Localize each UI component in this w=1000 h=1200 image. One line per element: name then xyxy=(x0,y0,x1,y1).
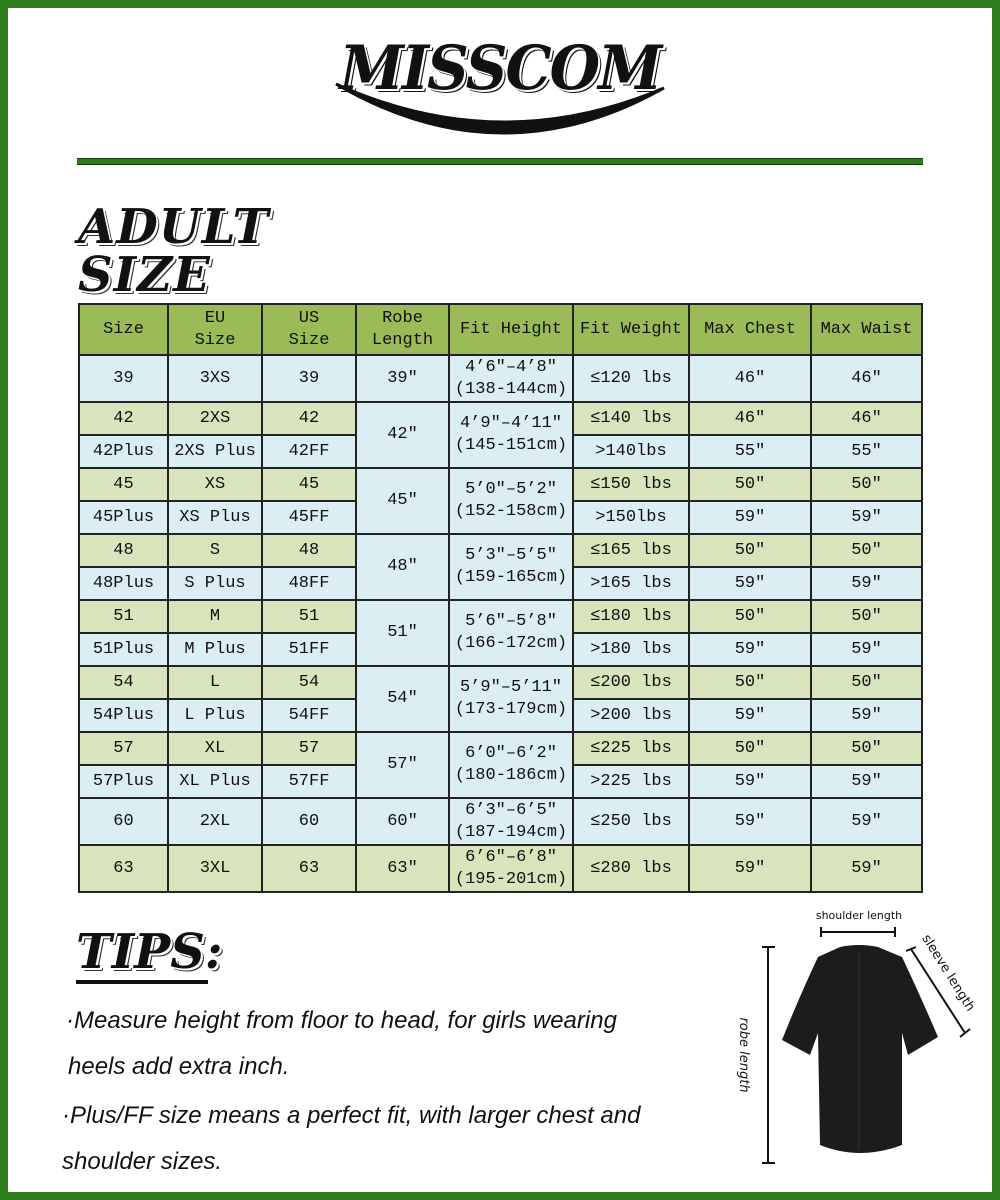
fit-weight-cell: >200 lbs xyxy=(573,699,689,732)
us-size-cell: 57FF xyxy=(262,765,356,798)
column-header: EU Size xyxy=(168,304,262,355)
fit-weight-cell: ≤200 lbs xyxy=(573,666,689,699)
robe-length-cell: 42″ xyxy=(356,402,449,468)
size-cell: 54 xyxy=(79,666,168,699)
eu-size-cell: 2XS xyxy=(168,402,262,435)
size-cell: 60 xyxy=(79,798,168,845)
us-size-cell: 45 xyxy=(262,468,356,501)
table-row xyxy=(79,600,922,633)
us-size-cell: 51 xyxy=(262,600,356,633)
max-waist-cell: 50″ xyxy=(811,468,922,501)
us-size-cell: 54 xyxy=(262,666,356,699)
fit-weight-cell: >150lbs xyxy=(573,501,689,534)
fit-height-cell: 5’9″–5’11″ (173-179cm) xyxy=(449,666,573,732)
tip-line: ·Measure height from floor to head, for girls wearing xyxy=(66,1007,617,1034)
brand-name: MISSCOM xyxy=(339,32,661,104)
max-chest-cell: 46″ xyxy=(689,402,811,435)
max-chest-cell: 59″ xyxy=(689,798,811,845)
max-chest-cell: 59″ xyxy=(689,765,811,798)
fit-height-cell: 4’6″–4’8″ (138-144cm) xyxy=(449,355,573,402)
size-cell: 48 xyxy=(79,534,168,567)
table-row xyxy=(79,732,922,765)
eu-size-cell: L xyxy=(168,666,262,699)
column-header: Fit Weight xyxy=(573,304,689,355)
robe-length-cell: 60″ xyxy=(356,798,449,845)
eu-size-cell: 2XS Plus xyxy=(168,435,262,468)
size-cell: 54Plus xyxy=(79,699,168,732)
eu-size-cell: 3XS xyxy=(168,355,262,402)
column-header: Robe Length xyxy=(356,304,449,355)
us-size-cell: 45FF xyxy=(262,501,356,534)
eu-size-cell: XS xyxy=(168,468,262,501)
max-waist-cell: 55″ xyxy=(811,435,922,468)
table-row xyxy=(79,534,922,567)
size-cell: 48Plus xyxy=(79,567,168,600)
shoulder-measure-line xyxy=(821,927,895,937)
page-title: ADULT SIZE xyxy=(78,203,400,307)
size-cell: 63 xyxy=(79,845,168,892)
fit-height-cell: 6’3″–6’5″ (187-194cm) xyxy=(449,798,573,845)
us-size-cell: 54FF xyxy=(262,699,356,732)
max-chest-cell: 46″ xyxy=(689,355,811,402)
size-cell: 45Plus xyxy=(79,501,168,534)
size-cell: 39 xyxy=(79,355,168,402)
fit-weight-cell: >140lbs xyxy=(573,435,689,468)
table-row xyxy=(79,666,922,699)
max-chest-cell: 50″ xyxy=(689,600,811,633)
eu-size-cell: L Plus xyxy=(168,699,262,732)
max-waist-cell: 46″ xyxy=(811,402,922,435)
logo-swoosh xyxy=(330,30,670,140)
column-header: Max Chest xyxy=(689,304,811,355)
us-size-cell: 48FF xyxy=(262,567,356,600)
table-header-row xyxy=(79,304,922,355)
max-waist-cell: 46″ xyxy=(811,355,922,402)
size-cell: 45 xyxy=(79,468,168,501)
max-waist-cell: 59″ xyxy=(811,765,922,798)
eu-size-cell: S Plus xyxy=(168,567,262,600)
column-header: Max Waist xyxy=(811,304,922,355)
robe-length-cell: 39″ xyxy=(356,355,449,402)
fit-weight-cell: >165 lbs xyxy=(573,567,689,600)
max-chest-cell: 55″ xyxy=(689,435,811,468)
us-size-cell: 63 xyxy=(262,845,356,892)
column-header: US Size xyxy=(262,304,356,355)
max-chest-cell: 50″ xyxy=(689,732,811,765)
table-row xyxy=(79,845,922,892)
max-chest-cell: 59″ xyxy=(689,845,811,892)
max-chest-cell: 50″ xyxy=(689,534,811,567)
fit-height-cell: 5’0″–5’2″ (152-158cm) xyxy=(449,468,573,534)
us-size-cell: 42FF xyxy=(262,435,356,468)
fit-height-cell: 6’6″–6’8″ (195-201cm) xyxy=(449,845,573,892)
max-waist-cell: 59″ xyxy=(811,633,922,666)
fit-weight-cell: >180 lbs xyxy=(573,633,689,666)
size-cell: 42Plus xyxy=(79,435,168,468)
us-size-cell: 42 xyxy=(262,402,356,435)
fit-weight-cell: ≤165 lbs xyxy=(573,534,689,567)
table-row xyxy=(79,798,922,845)
tip-line: ·Plus/FF size means a perfect fit, with larger chest and xyxy=(62,1102,641,1129)
eu-size-cell: XL Plus xyxy=(168,765,262,798)
brand-logo xyxy=(330,30,670,140)
shoulder-length-label: shoulder length xyxy=(815,909,903,922)
sleeve-length-label: sleeve length xyxy=(918,932,978,1015)
size-cell: 51Plus xyxy=(79,633,168,666)
max-waist-cell: 50″ xyxy=(811,600,922,633)
table-row xyxy=(79,355,922,402)
max-chest-cell: 50″ xyxy=(689,666,811,699)
max-chest-cell: 59″ xyxy=(689,699,811,732)
max-chest-cell: 59″ xyxy=(689,567,811,600)
fit-weight-cell: ≤180 lbs xyxy=(573,600,689,633)
size-cell: 57 xyxy=(79,732,168,765)
max-waist-cell: 50″ xyxy=(811,732,922,765)
size-cell: 57Plus xyxy=(79,765,168,798)
us-size-cell: 48 xyxy=(262,534,356,567)
fit-weight-cell: ≤225 lbs xyxy=(573,732,689,765)
max-waist-cell: 59″ xyxy=(811,798,922,845)
fit-weight-cell: ≤150 lbs xyxy=(573,468,689,501)
robe-length-cell: 45″ xyxy=(356,468,449,534)
robe-length-cell: 54″ xyxy=(356,666,449,732)
robe-length-cell: 63″ xyxy=(356,845,449,892)
eu-size-cell: 3XL xyxy=(168,845,262,892)
fit-weight-cell: ≤280 lbs xyxy=(573,845,689,892)
size-cell: 51 xyxy=(79,600,168,633)
fit-weight-cell: ≤250 lbs xyxy=(573,798,689,845)
column-header: Size xyxy=(79,304,168,355)
us-size-cell: 51FF xyxy=(262,633,356,666)
us-size-cell: 57 xyxy=(262,732,356,765)
us-size-cell: 39 xyxy=(262,355,356,402)
fit-weight-cell: >225 lbs xyxy=(573,765,689,798)
robe-length-cell: 51″ xyxy=(356,600,449,666)
robe-length-measure-line xyxy=(762,947,775,1163)
fit-height-cell: 6’0″–6’2″ (180-186cm) xyxy=(449,732,573,798)
max-waist-cell: 59″ xyxy=(811,845,922,892)
fit-weight-cell: ≤120 lbs xyxy=(573,355,689,402)
table-row xyxy=(79,402,922,435)
eu-size-cell: M Plus xyxy=(168,633,262,666)
column-header: Fit Height xyxy=(449,304,573,355)
max-chest-cell: 50″ xyxy=(689,468,811,501)
max-waist-cell: 59″ xyxy=(811,567,922,600)
fit-height-cell: 5’6″–5’8″ (166-172cm) xyxy=(449,600,573,666)
max-waist-cell: 50″ xyxy=(811,534,922,567)
max-waist-cell: 59″ xyxy=(811,501,922,534)
eu-size-cell: 2XL xyxy=(168,798,262,845)
tip-line: shoulder sizes. xyxy=(62,1148,223,1175)
robe-length-cell: 57″ xyxy=(356,732,449,798)
eu-size-cell: XL xyxy=(168,732,262,765)
tip-line: heels add extra inch. xyxy=(68,1053,290,1080)
robe-length-label: robe length xyxy=(736,1017,751,1093)
robe-length-cell: 48″ xyxy=(356,534,449,600)
robe-measurement-diagram xyxy=(730,905,990,1170)
robe-image xyxy=(782,945,938,1153)
max-waist-cell: 50″ xyxy=(811,666,922,699)
fit-height-cell: 4’9″–4’11″ (145-151cm) xyxy=(449,402,573,468)
size-cell: 42 xyxy=(79,402,168,435)
max-chest-cell: 59″ xyxy=(689,501,811,534)
max-waist-cell: 59″ xyxy=(811,699,922,732)
eu-size-cell: S xyxy=(168,534,262,567)
max-chest-cell: 59″ xyxy=(689,633,811,666)
tips-title: TIPS: xyxy=(76,928,208,984)
us-size-cell: 60 xyxy=(262,798,356,845)
fit-height-cell: 5’3″–5’5″ (159-165cm) xyxy=(449,534,573,600)
eu-size-cell: M xyxy=(168,600,262,633)
table-row xyxy=(79,468,922,501)
fit-weight-cell: ≤140 lbs xyxy=(573,402,689,435)
eu-size-cell: XS Plus xyxy=(168,501,262,534)
size-chart-table xyxy=(78,303,923,893)
divider xyxy=(77,158,923,165)
